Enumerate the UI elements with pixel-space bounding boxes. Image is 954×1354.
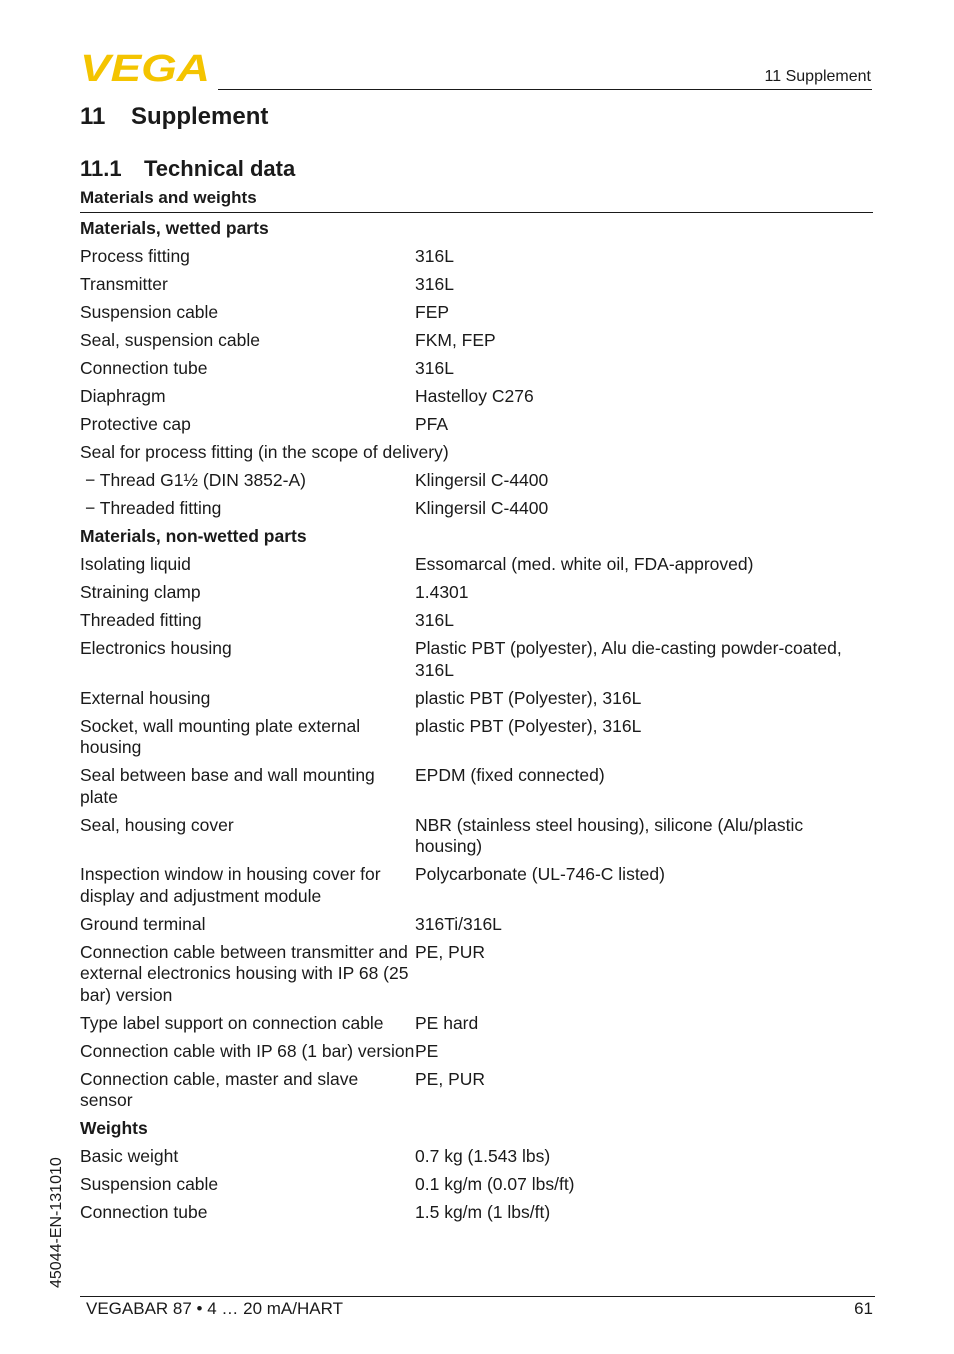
- row-label: Type label support on connection cable: [80, 1012, 384, 1033]
- row-label: External housing: [80, 687, 211, 708]
- row-value: 0.7 kg (1.543 lbs): [415, 1146, 551, 1166]
- table-row: [80, 635, 873, 685]
- table-section-heading: [80, 523, 873, 551]
- row-label: Materials, wetted parts: [80, 218, 269, 238]
- row-label: Connection tube: [80, 1202, 208, 1222]
- row-label: − Threaded fitting: [85, 498, 222, 518]
- table-row: [80, 383, 873, 411]
- table-row: [80, 299, 873, 327]
- row-label: − Thread G1½ (DIN 3852-A): [85, 470, 306, 490]
- page-number: 61: [854, 1299, 873, 1318]
- section-heading: [80, 156, 295, 182]
- row-value: PE, PUR: [415, 941, 486, 962]
- table-row: [80, 607, 873, 635]
- table-section-heading: [80, 1115, 873, 1143]
- table-row: [80, 411, 873, 439]
- row-label: Socket, wall mounting plate external housing: [80, 715, 361, 757]
- section-title: Technical data: [144, 156, 296, 181]
- table-row: [80, 551, 873, 579]
- row-value: Plastic PBT (polyester), Alu die-casting powder-coated, 316L: [415, 638, 842, 680]
- row-label: Seal for process fitting (in the scope of delivery): [80, 442, 449, 462]
- row-value: Hastelloy C276: [415, 386, 534, 406]
- row-label: Seal, housing cover: [80, 814, 234, 835]
- row-value: FKM, FEP: [415, 330, 496, 350]
- row-value: 1.5 kg/m (1 lbs/ft): [415, 1202, 551, 1222]
- table-row: [80, 812, 873, 862]
- header-section-label: 11 Supplement: [764, 68, 871, 85]
- table-row: [80, 355, 873, 383]
- table-row: [80, 243, 873, 271]
- row-value: 316L: [415, 246, 454, 266]
- row-value: 0.1 kg/m (0.07 lbs/ft): [415, 1174, 575, 1194]
- table-row: [80, 439, 873, 467]
- row-value: Klingersil C-4400: [415, 470, 549, 490]
- row-value: plastic PBT (Polyester), 316L: [415, 715, 642, 736]
- row-value: Klingersil C-4400: [415, 498, 549, 518]
- row-label: Straining clamp: [80, 582, 201, 602]
- table-row: [80, 1171, 873, 1199]
- row-value: PE: [415, 1040, 439, 1061]
- table-row: [80, 1010, 873, 1038]
- row-label: Ground terminal: [80, 913, 206, 934]
- row-label: Basic weight: [80, 1146, 179, 1166]
- table-row: [80, 271, 873, 299]
- row-label: Seal, suspension cable: [80, 330, 260, 350]
- table-row: [80, 579, 873, 607]
- row-value: plastic PBT (Polyester), 316L: [415, 687, 642, 708]
- row-label: Isolating liquid: [80, 554, 191, 574]
- row-label: Process fitting: [80, 246, 190, 266]
- table-row: [80, 713, 873, 763]
- row-value: NBR (stainless steel housing), silicone (Alu/plastic housing): [415, 814, 804, 856]
- chapter-number: 11: [80, 103, 106, 130]
- table-row: [80, 1199, 873, 1227]
- row-value: PE hard: [415, 1012, 479, 1033]
- row-label: Connection cable with IP 68 (1 bar) version: [80, 1040, 415, 1061]
- row-value: 316L: [415, 610, 454, 630]
- group-title: Materials and weights: [80, 188, 257, 207]
- row-value: Essomarcal (med. white oil, FDA-approved): [415, 554, 754, 574]
- row-label: Connection cable, master and slave sensor: [80, 1068, 359, 1110]
- row-label: Electronics housing: [80, 638, 232, 658]
- row-value: EPDM (fixed connected): [415, 765, 605, 785]
- row-label: Suspension cable: [80, 1174, 219, 1194]
- row-value: PFA: [415, 414, 449, 434]
- group-rule: [80, 212, 873, 213]
- row-label: Diaphragm: [80, 386, 166, 406]
- row-label: Seal between base and wall mounting plate: [80, 765, 375, 807]
- row-value: 1.4301: [415, 582, 469, 602]
- table-row: [80, 495, 873, 523]
- technical-data-table: [80, 215, 873, 1227]
- table-row: [80, 861, 873, 911]
- row-label: Weights: [80, 1118, 148, 1138]
- row-label: Threaded fitting: [80, 610, 202, 630]
- row-value: PE, PUR: [415, 1068, 486, 1089]
- row-value: Polycarbonate (UL-746-C listed): [415, 864, 665, 884]
- table-row: [80, 685, 873, 713]
- footer-product: VEGABAR 87 • 4 … 20 mA/HART: [86, 1299, 343, 1318]
- table-row: [80, 1038, 873, 1066]
- table-row: [80, 1066, 873, 1116]
- row-value: 316L: [415, 358, 454, 378]
- row-label: Suspension cable: [80, 302, 219, 322]
- table-row: [80, 327, 873, 355]
- row-value: 316Ti/316L: [415, 913, 502, 934]
- row-label: Protective cap: [80, 414, 191, 434]
- table-row: [80, 467, 873, 495]
- chapter-title: Supplement: [131, 103, 269, 130]
- row-label: Inspection window in housing cover for display and adjustment module: [80, 864, 381, 906]
- table-row: [80, 939, 873, 1010]
- table-row: [80, 911, 873, 939]
- row-label: Materials, non-wetted parts: [80, 526, 307, 546]
- row-label: Connection tube: [80, 358, 208, 378]
- table-row: [80, 762, 873, 812]
- section-number: 11.1: [80, 156, 122, 181]
- row-value: FEP: [415, 302, 450, 322]
- table-row: [80, 1143, 873, 1171]
- row-label: Transmitter: [80, 274, 168, 294]
- document-code: 45044-EN-131010: [48, 1157, 65, 1288]
- row-label: Connection cable between transmitter and external electronics housing with IP 68 (25 bar) version: [80, 941, 409, 1005]
- logo-text: VEGA: [80, 50, 210, 84]
- header-rule: [218, 89, 872, 90]
- table-section-heading: [80, 215, 873, 243]
- row-value: 316L: [415, 274, 454, 294]
- footer-rule: [80, 1296, 875, 1297]
- vega-logo: [80, 50, 212, 84]
- chapter-heading: [80, 103, 268, 131]
